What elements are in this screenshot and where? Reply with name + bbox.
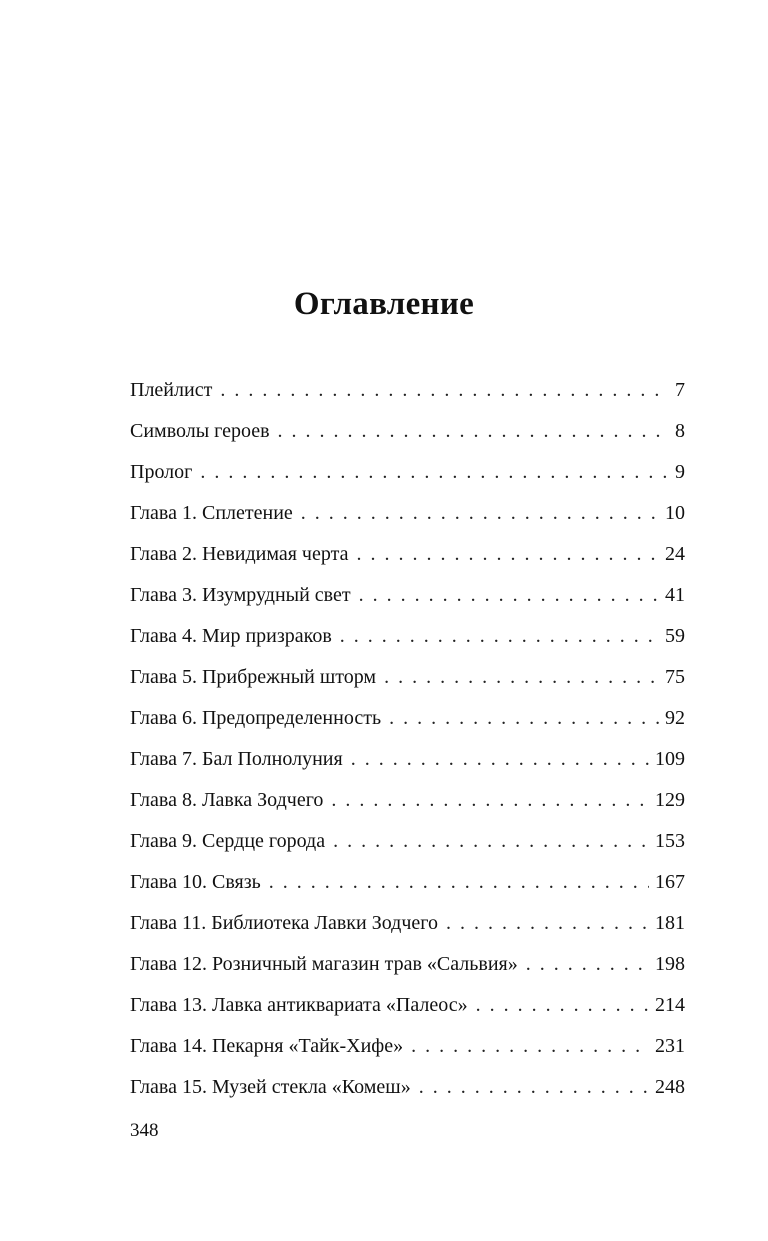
dot-leader [356, 534, 659, 575]
toc-entry [130, 862, 685, 903]
toc-entry [130, 657, 685, 698]
toc-entry-page: 198 [655, 953, 685, 975]
toc-entry-page: 248 [655, 1076, 685, 1098]
toc-entry-label: Глава 4. Мир призраков [130, 625, 332, 647]
toc-entry-label: Глава 11. Библиотека Лавки Зодчего [130, 912, 438, 934]
toc-entry [130, 739, 685, 780]
dot-leader [200, 452, 669, 493]
toc-entry-label: Глава 6. Предопределенность [130, 707, 382, 729]
toc-entry-label: Глава 9. Сердце города [130, 830, 326, 852]
toc-entry-page: 167 [655, 871, 685, 893]
toc-entry-page: 24 [665, 543, 685, 565]
dot-leader [476, 985, 649, 1026]
toc-entry [130, 575, 685, 616]
toc-entry-label: Глава 3. Изумрудный свет [130, 584, 351, 606]
dot-leader [278, 411, 669, 452]
dot-leader [419, 1067, 649, 1108]
dot-leader [526, 944, 649, 985]
toc-entry [130, 411, 685, 452]
toc-entry-page: 153 [655, 830, 685, 852]
toc-entry-page: 7 [675, 379, 685, 401]
toc-entry [130, 821, 685, 862]
dot-leader [446, 903, 649, 944]
dot-leader [269, 862, 649, 903]
toc-entry-page: 214 [655, 994, 685, 1016]
toc-entry-page: 109 [655, 748, 685, 770]
toc-entry-label: Глава 5. Прибрежный шторм [130, 666, 377, 688]
toc-entry-label: Пролог [130, 461, 193, 483]
dot-leader [333, 821, 649, 862]
toc-entry [130, 944, 685, 985]
toc-entry-page: 129 [655, 789, 685, 811]
toc-entry-page: 41 [665, 584, 685, 606]
dot-leader [389, 698, 659, 739]
toc-entry-page: 10 [665, 502, 685, 524]
toc-entry-label: Плейлист [130, 379, 213, 401]
toc-entry-label: Глава 1. Сплетение [130, 502, 293, 524]
toc-entry-label: Глава 12. Розничный магазин трав «Сальвия» [130, 953, 518, 975]
toc-entry-label: Глава 13. Лавка антиквариата «Палеос» [130, 994, 468, 1016]
toc-entry-label: Глава 10. Связь [130, 871, 261, 893]
dot-leader [359, 575, 659, 616]
toc-entry [130, 452, 685, 493]
toc-entry-page: 9 [675, 461, 685, 483]
dot-leader [384, 657, 659, 698]
toc-entry-page: 59 [665, 625, 685, 647]
toc-entry-label: Символы героев [130, 420, 270, 442]
toc-entry-page: 92 [665, 707, 685, 729]
toc-entry-page: 181 [655, 912, 685, 934]
toc-entry [130, 698, 685, 739]
table-of-contents [130, 370, 685, 1108]
toc-entry-page: 231 [655, 1035, 685, 1057]
toc-entry-label: Глава 8. Лавка Зодчего [130, 789, 324, 811]
toc-entry-label: Глава 15. Музей стекла «Комеш» [130, 1076, 411, 1098]
toc-entry [130, 493, 685, 534]
toc-entry [130, 370, 685, 411]
toc-entry [130, 534, 685, 575]
dot-leader [220, 370, 669, 411]
dot-leader [411, 1026, 649, 1067]
toc-entry [130, 1067, 685, 1108]
dot-leader [301, 493, 659, 534]
toc-entry [130, 903, 685, 944]
toc-entry [130, 616, 685, 657]
toc-entry-label: Глава 7. Бал Полнолуния [130, 748, 343, 770]
toc-entry-label: Глава 2. Невидимая черта [130, 543, 349, 565]
toc-entry-page: 75 [665, 666, 685, 688]
toc-entry [130, 1026, 685, 1067]
toc-entry [130, 780, 685, 821]
dot-leader [331, 780, 649, 821]
toc-entry [130, 985, 685, 1026]
toc-entry-label: Глава 14. Пекарня «Тайк-Хифе» [130, 1035, 404, 1057]
page-title: Оглавление [293, 286, 475, 322]
dot-leader [351, 739, 649, 780]
page-number: 348 [130, 1120, 159, 1141]
toc-entry-page: 8 [675, 420, 685, 442]
dot-leader [340, 616, 659, 657]
